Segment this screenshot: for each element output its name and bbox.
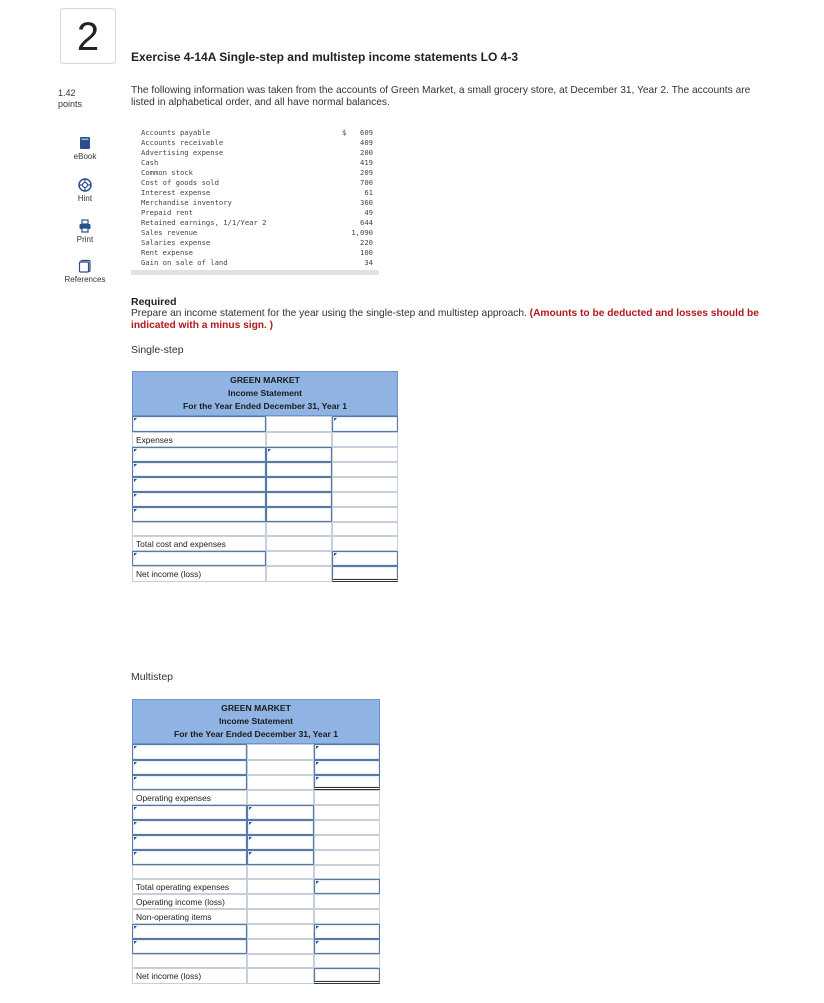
account-name: Gain on sale of land: [141, 258, 228, 267]
book-icon: [78, 136, 92, 150]
non-operating-amount-input[interactable]: [314, 939, 380, 954]
expense-name-input[interactable]: [132, 477, 266, 492]
ebook-button[interactable]: [60, 136, 110, 161]
account-name: Advertising expense: [141, 148, 224, 157]
total-operating-row: [132, 879, 247, 894]
expense-amount-input[interactable]: [266, 477, 332, 492]
account-value: 419: [360, 158, 373, 167]
account-row: [131, 178, 379, 188]
amount-cell: [332, 477, 398, 492]
spacer-cell: [314, 865, 380, 879]
expense-name-input[interactable]: [132, 820, 247, 835]
amount-cell: [247, 939, 314, 954]
statement-name: Income Statement: [227, 388, 303, 398]
account-value: 609: [360, 128, 373, 137]
non-operating-name-input[interactable]: [132, 924, 247, 939]
amount-cell: [332, 492, 398, 507]
account-name: Accounts payable: [141, 128, 211, 137]
input-marker: [134, 746, 137, 749]
amount-cell: [247, 909, 314, 924]
account-value: 360: [360, 198, 373, 207]
amount-cell: [314, 805, 380, 820]
expenses-label: Expenses: [136, 434, 173, 445]
input-marker: [134, 762, 137, 765]
input-marker: [316, 926, 319, 929]
expense-amount-input[interactable]: [266, 492, 332, 507]
amount-cell: [247, 775, 314, 790]
operating-income-label: Operating income (loss): [136, 896, 225, 907]
account-name: Common stock: [141, 168, 193, 177]
account-name: Sales revenue: [141, 228, 198, 237]
input-marker: [134, 479, 137, 482]
amount-cell: [332, 432, 398, 447]
account-name: Interest expense: [141, 188, 211, 197]
account-row: [131, 198, 379, 208]
hint-button[interactable]: [60, 178, 110, 203]
gross-margin-input[interactable]: [314, 775, 380, 790]
account-name: Cash: [141, 158, 159, 167]
print-button[interactable]: [60, 219, 110, 244]
amount-cell: [332, 462, 398, 477]
net-income-label: Net income (loss): [136, 971, 202, 981]
expense-name-input[interactable]: [132, 835, 247, 850]
question-number: 2: [60, 8, 116, 64]
account-name: Prepaid rent: [141, 208, 193, 217]
total-label: Total cost and expenses: [136, 538, 226, 549]
input-marker: [134, 852, 137, 855]
amount-cell: [332, 536, 398, 551]
input-marker: [316, 746, 319, 749]
input-marker: [334, 553, 337, 556]
required-text: [131, 308, 771, 332]
statement-period: For the Year Ended December 31, Year 1: [173, 729, 338, 739]
amount-cell: [247, 968, 314, 984]
amount-cell: [314, 909, 380, 924]
amount-cell: [314, 820, 380, 835]
amount-cell: [266, 432, 332, 447]
line-item-input[interactable]: [132, 551, 266, 566]
expense-amount-input[interactable]: [247, 835, 314, 850]
input-marker: [334, 418, 337, 421]
spacer-cell: [247, 865, 314, 879]
operating-expenses-label: Operating expenses: [136, 792, 211, 803]
line-item-input[interactable]: [132, 760, 247, 775]
input-marker: [249, 852, 252, 855]
account-value: 700: [360, 178, 373, 187]
account-value: 220: [360, 238, 373, 247]
input-marker: [134, 449, 137, 452]
line-item-input[interactable]: [132, 416, 266, 432]
ebook-label: eBook: [73, 152, 97, 161]
expense-name-input[interactable]: [132, 492, 266, 507]
input-marker: [134, 464, 137, 467]
account-value: 34: [364, 258, 373, 267]
input-marker: [134, 553, 137, 556]
account-value: 200: [360, 148, 373, 157]
spacer-cell: [132, 865, 247, 879]
account-name: Salaries expense: [141, 238, 211, 247]
account-name: Accounts receivable: [141, 138, 224, 147]
input-marker: [134, 509, 137, 512]
account-row: [131, 168, 379, 178]
account-row: [131, 218, 379, 228]
amount-cell: [266, 566, 332, 582]
account-row: [131, 208, 379, 218]
expense-name-input[interactable]: [132, 805, 247, 820]
required-instruction: Prepare an income statement for the year using the single-step and multistep approach.: [131, 308, 530, 319]
references-icon: [78, 259, 92, 273]
expense-amount-input[interactable]: [247, 820, 314, 835]
points-value: 1.42: [58, 88, 76, 98]
amount-cell: [314, 850, 380, 865]
operating-expenses-row: [132, 790, 247, 805]
non-operating-amount-input[interactable]: [314, 924, 380, 939]
single-step-label: Single-step: [131, 344, 184, 356]
account-row: [131, 138, 379, 148]
non-operating-label: Non-operating items: [136, 911, 212, 922]
expense-amount-input[interactable]: [247, 850, 314, 865]
account-row: [131, 188, 379, 198]
line-item-input[interactable]: [132, 744, 247, 760]
hint-label: Hint: [77, 194, 93, 203]
net-income-input[interactable]: [314, 968, 380, 984]
expense-amount-input[interactable]: [266, 462, 332, 477]
spacer-cell: [332, 522, 398, 536]
account-value: 409: [360, 138, 373, 147]
account-row: [131, 238, 379, 248]
amount-cell: [247, 790, 314, 805]
input-marker: [134, 941, 137, 944]
multistep-label: Multistep: [131, 671, 174, 683]
amount-cell: [314, 894, 380, 909]
account-name: Retained earnings, 1/1/Year 2: [141, 218, 267, 227]
total-row: [132, 536, 266, 551]
account-name: Merchandise inventory: [141, 198, 232, 207]
amount-input[interactable]: [332, 416, 398, 432]
account-row: [131, 158, 379, 168]
amount-cell: [314, 790, 380, 805]
points-label: points: [58, 99, 83, 109]
amount-cell: [247, 744, 314, 760]
input-marker: [134, 926, 137, 929]
amount-input[interactable]: [332, 551, 398, 566]
references-label: References: [64, 275, 106, 284]
input-marker: [134, 777, 137, 780]
net-income-row: [132, 968, 247, 984]
company-name: GREEN MARKET: [230, 375, 300, 385]
account-value: 209: [360, 168, 373, 177]
accounts-list: [131, 128, 379, 275]
amount-cell: [332, 447, 398, 462]
amount-cell: [247, 924, 314, 939]
account-row: [131, 128, 379, 138]
account-row: [131, 148, 379, 158]
expense-name-input[interactable]: [132, 462, 266, 477]
company-name: GREEN MARKET: [221, 703, 291, 713]
expense-name-input[interactable]: [132, 507, 266, 522]
dollar-sign: $: [342, 128, 347, 137]
account-value: 61: [364, 188, 373, 197]
net-income-row: [132, 566, 266, 582]
input-marker: [134, 822, 137, 825]
spacer-cell: [132, 954, 247, 968]
required-emphasis: (Amounts to be deducted and losses should be indicated with a minus sign. ): [131, 308, 759, 331]
account-value: 644: [360, 218, 373, 227]
hint-icon: [78, 178, 92, 192]
total-operating-input[interactable]: [314, 879, 380, 894]
amount-cell: [314, 835, 380, 850]
input-marker: [134, 837, 137, 840]
spacer-cell: [314, 954, 380, 968]
spacer-cell: [266, 522, 332, 536]
amount-cell: [247, 879, 314, 894]
input-marker: [134, 807, 137, 810]
input-marker: [249, 807, 252, 810]
total-operating-label: Total operating expenses: [136, 881, 230, 892]
input-marker: [249, 822, 252, 825]
account-value: 100: [360, 248, 373, 257]
account-row: [131, 258, 379, 268]
amount-cell: [247, 894, 314, 909]
line-item-input[interactable]: [132, 775, 247, 790]
expense-amount-input[interactable]: [266, 447, 332, 462]
input-marker: [268, 449, 271, 452]
amount-cell: [266, 551, 332, 566]
references-button[interactable]: [60, 259, 110, 284]
non-operating-name-input[interactable]: [132, 939, 247, 954]
expense-amount-input[interactable]: [266, 507, 332, 522]
amount-input[interactable]: [314, 744, 380, 760]
operating-income-row: [132, 894, 247, 909]
points-info: [58, 88, 82, 110]
statement-name: Income Statement: [218, 716, 294, 726]
exercise-title: Exercise 4-14A Single-step and multistep income statements LO 4-3: [131, 50, 519, 64]
amount-cell: [332, 507, 398, 522]
required-heading: Required: [131, 296, 177, 308]
account-name: Cost of goods sold: [141, 178, 219, 187]
input-marker: [316, 941, 319, 944]
expense-name-input[interactable]: [132, 447, 266, 462]
account-value: 1,090: [351, 228, 373, 237]
input-marker: [249, 837, 252, 840]
spacer-cell: [247, 954, 314, 968]
exercise-intro: The following information was taken from the accounts of Green Market, a small grocery store, at December 31, Year 2. The accounts are listed in alphabetical order, and all have normal balances.: [131, 85, 751, 108]
amount-cell: [247, 760, 314, 775]
statement-period: For the Year Ended December 31, Year 1: [182, 401, 347, 411]
input-marker: [134, 418, 137, 421]
account-row: [131, 248, 379, 258]
amount-input[interactable]: [314, 760, 380, 775]
print-label: Print: [76, 235, 94, 244]
input-marker: [134, 494, 137, 497]
spacer-cell: [132, 522, 266, 536]
account-name: Rent expense: [141, 248, 193, 257]
account-row: [131, 228, 379, 238]
statement-header: [132, 371, 398, 416]
net-income-label: Net income (loss): [136, 569, 202, 579]
expenses-row: [132, 432, 266, 447]
amount-cell: [266, 536, 332, 551]
amount-cell: [266, 416, 332, 432]
input-marker: [316, 762, 319, 765]
non-operating-row: [132, 909, 247, 924]
expense-name-input[interactable]: [132, 850, 247, 865]
input-marker: [316, 777, 319, 780]
input-marker: [316, 881, 319, 884]
statement-header: [132, 699, 380, 744]
print-icon: [78, 219, 92, 233]
account-value: 49: [364, 208, 373, 217]
expense-amount-input[interactable]: [247, 805, 314, 820]
net-income-input[interactable]: [332, 566, 398, 582]
